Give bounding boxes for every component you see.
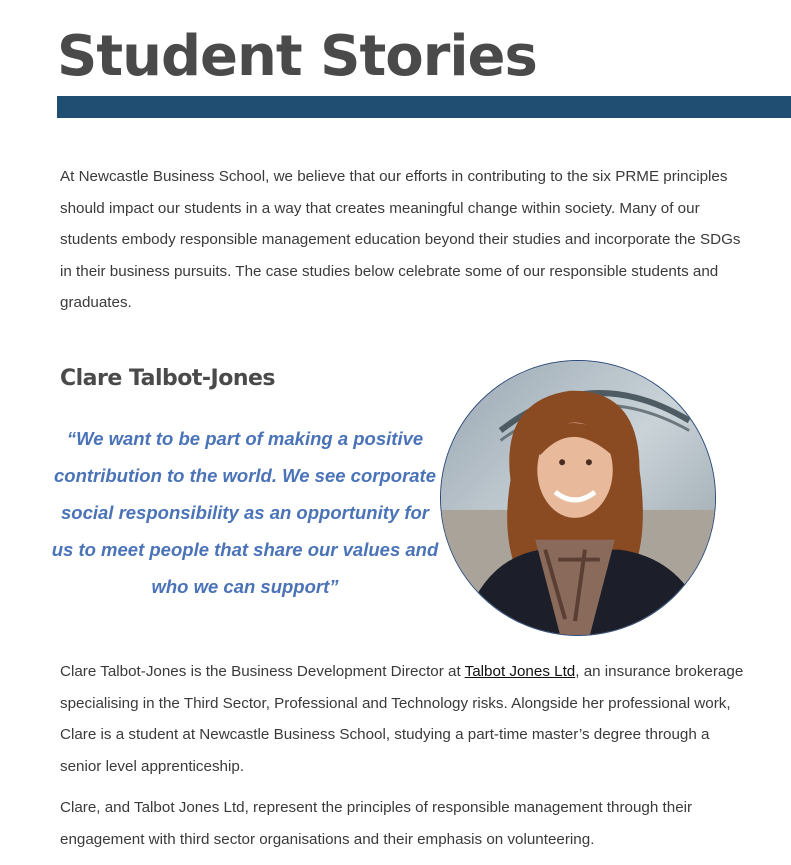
student-name-heading: Clare Talbot-Jones (60, 366, 276, 391)
page-title: Student Stories (57, 24, 537, 89)
portrait-photo-icon (440, 360, 716, 636)
bio-paragraph (60, 656, 750, 782)
bio-text-before-link: Clare Talbot-Jones is the Business Development Director at (60, 663, 465, 680)
principles-paragraph: Clare, and Talbot Jones Ltd, represent the principles of responsible management through their engagement with third sector organisations and their emphasis on volunteering. (60, 799, 693, 848)
title-divider-bar (57, 96, 791, 118)
bio-text-after-link: , an insurance brokerage specialising in the Third Sector, Professional and Technology risks. Alongside her professional work, Clare is a student at Newcastle Business School, studying a part-time master’s degree through a senior level apprenticeship. (60, 663, 744, 775)
intro-paragraph: At Newcastle Business School, we believe that our efforts in contributing to the six PRME principles should impact our students in a way that creates meaningful change within society. Many of our students embody responsible management education beyond their studies and incorporate the SDGs in their business pursuits. The case studies below celebrate some of our responsible students and graduates. (60, 168, 741, 311)
talbot-jones-link[interactable]: Talbot Jones Ltd (464, 663, 576, 680)
student-quote: “We want to be part of making a positive contribution to the world. We see corporate social responsibility as an opportunity for us to meet people that share our values and who we can support” (51, 428, 439, 597)
